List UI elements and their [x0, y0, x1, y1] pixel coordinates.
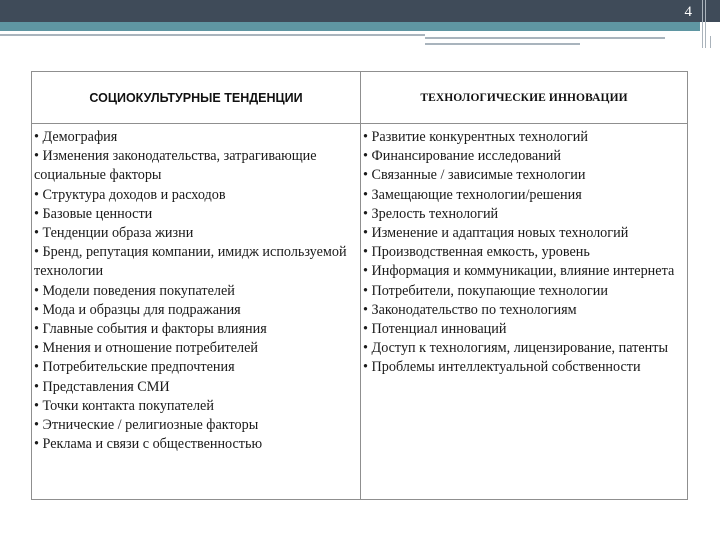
list-item: • Зрелость технологий — [363, 205, 499, 222]
list-item: • Доступ к технологиям, лицензирование, патенты — [363, 340, 668, 357]
decor-line — [425, 37, 665, 39]
column-divider — [360, 72, 361, 499]
list-item: • Демография — [34, 129, 118, 145]
list-item: • Потенциал инноваций — [363, 321, 507, 338]
list-item: • Замещающие технологии/решения — [363, 186, 582, 203]
decor-vertical-line — [702, 0, 703, 48]
sociocultural-list — [34, 128, 354, 454]
list-item: • Точки контакта покупателей — [34, 397, 214, 414]
list-item: • Производственная емкость, уровень — [363, 244, 590, 261]
page-number: 4 — [684, 4, 692, 20]
list-item: • Изменение и адаптация новых технологий — [363, 225, 629, 242]
list-item: • Потребительские предпочтения — [34, 359, 235, 376]
list-item: • Базовые ценности — [34, 205, 153, 222]
list-item: • Модели поведения покупателей — [34, 282, 235, 299]
accent-bar — [0, 22, 700, 31]
list-item: • Информация и коммуникации, влияние интернета — [363, 263, 675, 280]
header-band — [0, 0, 720, 22]
list-item: • Тенденции образа жизни — [34, 225, 194, 242]
header-technological: ТЕХНОЛОГИЧЕСКИЕ ИННОВАЦИИ — [420, 91, 628, 104]
decor-vertical-line — [705, 0, 706, 48]
list-item: • Проблемы интеллектуальной собственности — [363, 359, 641, 376]
list-item: • Главные события и факторы влияния — [34, 321, 267, 338]
list-item: • Законодательство по технологиям — [363, 301, 577, 318]
list-item: • Потребители, покупающие технологии — [363, 282, 608, 299]
decor-vertical-line — [710, 36, 711, 48]
pest-table — [31, 71, 688, 500]
technological-list — [363, 128, 683, 378]
list-item: • Реклама и связи с общественностью — [34, 436, 263, 453]
list-item: • Развитие конкурентных технологий — [363, 129, 588, 145]
list-item: • Финансирование исследований — [363, 148, 561, 165]
decor-line — [0, 34, 425, 36]
list-item: • Связанные / зависимые технологии — [363, 167, 586, 184]
header-sociocultural: СОЦИОКУЛЬТУРНЫЕ ТЕНДЕНЦИИ — [89, 90, 303, 105]
list-item: • Изменения законодательства, затрагивающие социальные факторы — [34, 148, 317, 184]
header-divider — [32, 123, 687, 124]
list-item: • Структура доходов и расходов — [34, 186, 226, 203]
list-item: • Этнические / религиозные факторы — [34, 417, 259, 434]
list-item: • Бренд, репутация компании, имидж используемой технологии — [34, 244, 347, 280]
list-item: • Представления СМИ — [34, 378, 170, 395]
list-item: • Мнения и отношение потребителей — [34, 340, 259, 357]
decor-line — [425, 43, 580, 45]
list-item: • Мода и образцы для подражания — [34, 301, 241, 318]
